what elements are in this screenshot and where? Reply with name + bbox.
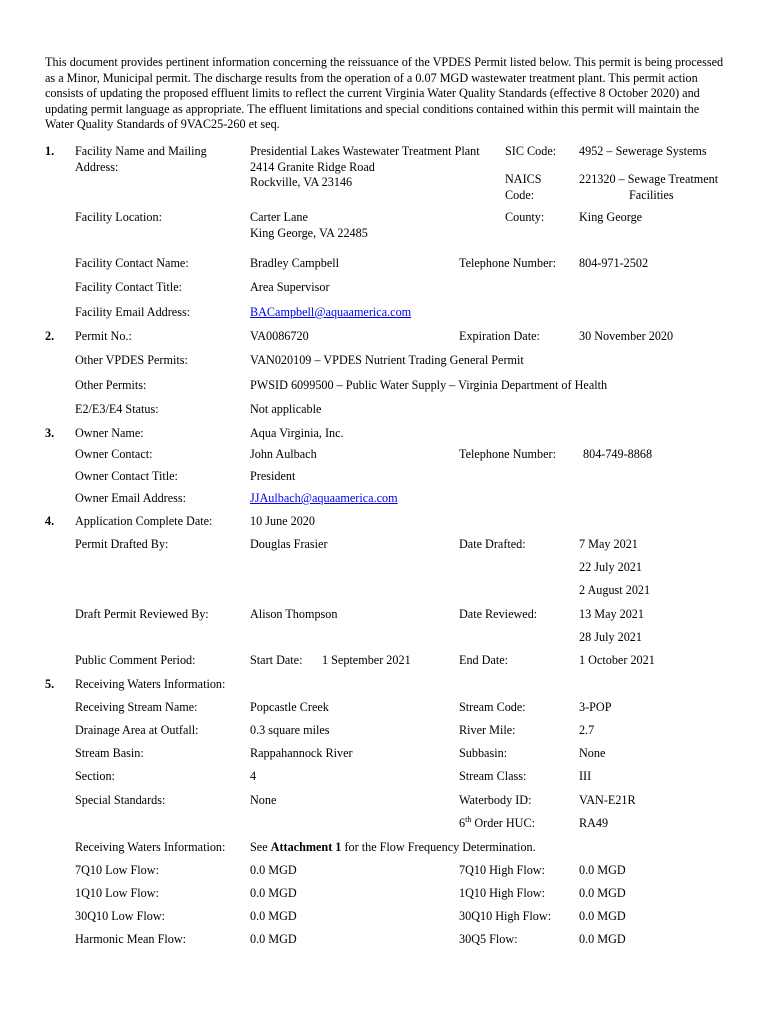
flow-label-5: 30Q10 Low Flow: [75,909,166,923]
huc-value: RA49 [579,816,609,830]
other-permits-value: PWSID 6099500 – Public Water Supply – Virginia Department of Health [250,378,608,392]
river-mile-label: River Mile: [459,723,516,737]
flow-value-1: 0.0 MGD [250,863,297,877]
date-drafted-1: 7 May 2021 [579,537,638,551]
owner-contact-value: John Aulbach [250,447,317,461]
facility-street: 2414 Granite Ridge Road [250,159,375,174]
facility-location-line2: King George, VA 22485 [250,225,368,240]
end-date-value: 1 October 2021 [579,653,655,667]
rwi-label: Receiving Waters Information: [75,840,226,854]
owner-contact-label: Owner Contact: [75,447,153,461]
flow-label-3: 1Q10 Low Flow: [75,886,159,900]
facility-city: Rockville, VA 23146 [250,175,353,190]
facility-location [250,210,368,241]
huc-label-suffix: th [465,814,472,824]
owner-title-label: Owner Contact Title: [75,469,178,483]
owner-name-label: Owner Name: [75,426,144,440]
end-date-label: End Date: [459,653,509,667]
flow-label-8: 30Q5 Flow: [459,932,518,946]
e-status-label: E2/E3/E4 Status: [75,402,159,416]
rwi-note-post: for the Flow Frequency Determination. [341,840,536,854]
rwi-note [250,840,536,856]
facility-title-label: Facility Contact Title: [75,280,182,294]
section-number-2: 2. [45,329,55,343]
app-complete-label: Application Complete Date: [75,514,213,528]
naics-code-value [579,172,718,203]
section-value: 4 [250,769,257,783]
date-reviewed-1: 13 May 2021 [579,607,644,621]
special-standards-label: Special Standards: [75,793,166,807]
stream-name-label: Receiving Stream Name: [75,700,198,714]
facility-email-link[interactable]: BACampbell@aquaamerica.com [250,305,412,319]
naics-label-line2: Code: [505,187,535,202]
permit-no-label: Permit No.: [75,329,132,343]
date-reviewed-label: Date Reviewed: [459,607,538,621]
facility-name: Presidential Lakes Wastewater Treatment Plant [250,144,480,158]
county-label: County: [505,210,545,224]
huc-label [459,816,535,832]
stream-code-label: Stream Code: [459,700,526,714]
drainage-area-value: 0.3 square miles [250,723,330,737]
section-number-5: 5. [45,677,55,691]
flow-value-4: 0.0 MGD [579,886,626,900]
waterbody-id-label: Waterbody ID: [459,793,532,807]
huc-label-text: Order HUC: [471,816,535,830]
flow-value-6: 0.0 MGD [579,909,626,923]
naics-value-line2: Facilities [629,187,674,202]
date-drafted-2: 22 July 2021 [579,560,642,574]
subbasin-value: None [579,746,606,760]
comment-period-label: Public Comment Period: [75,653,196,667]
flow-value-5: 0.0 MGD [250,909,297,923]
facility-name-label [75,144,207,175]
other-vpdes-label: Other VPDES Permits: [75,353,188,367]
county-value: King George [579,210,643,224]
sic-code-label: SIC Code: [505,144,557,158]
drafted-by-value: Douglas Frasier [250,537,328,551]
flow-value-7: 0.0 MGD [250,932,297,946]
naics-code-label [505,172,542,203]
facility-name-label-line2: Address: [75,159,119,174]
special-standards-value: None [250,793,277,807]
owner-phone-label: Telephone Number: [459,447,556,461]
expiration-value: 30 November 2020 [579,329,674,343]
flow-label-6: 30Q10 High Flow: [459,909,552,923]
date-reviewed-2: 28 July 2021 [579,630,642,644]
other-vpdes-value: VAN020109 – VPDES Nutrient Trading General Permit [250,353,524,367]
flow-value-8: 0.0 MGD [579,932,626,946]
facility-contact-label: Facility Contact Name: [75,256,189,270]
huc-label-number: 6 [459,816,466,830]
drafted-by-label: Permit Drafted By: [75,537,169,551]
waterbody-id-value: VAN-E21R [579,793,636,807]
attachment-reference: Attachment 1 [270,840,342,854]
rwi-note-pre: See [250,840,271,854]
flow-label-2: 7Q10 High Flow: [459,863,545,877]
subbasin-label: Subbasin: [459,746,508,760]
section-label: Section: [75,769,115,783]
flow-label-4: 1Q10 High Flow: [459,886,545,900]
naics-value-line1: 221320 – Sewage Treatment [579,172,719,186]
stream-name-value: Popcastle Creek [250,700,329,714]
facility-title-value: Area Supervisor [250,280,330,294]
date-drafted-3: 2 August 2021 [579,583,651,597]
facility-phone-label: Telephone Number: [459,256,556,270]
start-date-value: 1 September 2021 [322,653,411,667]
owner-title-value: President [250,469,296,483]
owner-email-label: Owner Email Address: [75,491,187,505]
river-mile-value: 2.7 [579,723,595,737]
drainage-area-label: Drainage Area at Outfall: [75,723,199,737]
facility-email-label: Facility Email Address: [75,305,191,319]
flow-label-7: Harmonic Mean Flow: [75,932,187,946]
date-drafted-label: Date Drafted: [459,537,526,551]
sic-code-value: 4952 – Sewerage Systems [579,144,707,158]
e-status-value: Not applicable [250,402,322,416]
facility-name-address [250,144,480,191]
facility-contact-value: Bradley Campbell [250,256,340,270]
stream-basin-label: Stream Basin: [75,746,144,760]
reviewed-by-value: Alison Thompson [250,607,338,621]
section-number-1: 1. [45,144,55,158]
stream-basin-value: Rappahannock River [250,746,353,760]
stream-class-label: Stream Class: [459,769,527,783]
flow-label-1: 7Q10 Low Flow: [75,863,159,877]
start-date-label: Start Date: [250,653,303,667]
section-number-3: 3. [45,426,55,440]
flow-value-2: 0.0 MGD [579,863,626,877]
facility-location-label: Facility Location: [75,210,162,224]
flow-value-3: 0.0 MGD [250,886,297,900]
owner-email-link[interactable]: JJAulbach@aquaamerica.com [250,491,398,505]
stream-class-value: III [579,769,592,783]
owner-name-value: Aqua Virginia, Inc. [250,426,344,440]
other-permits-label: Other Permits: [75,378,147,392]
intro-paragraph: This document provides pertinent information concerning the reissuance of the VPDES Permit listed below. This permit is being processed as a Minor, Municipal permit. The discharge results from the operation of a 0.07 MGD wastewater treatment plant. This permit action consists of updating the proposed effluent limits to reflect the current Virginia Water Quality Standards (effective 8 October 2020) and updating permit language as appropriate. The effluent limitations and special conditions contained within this permit will maintain the Water Quality Standards of 9VAC25-260 et seq. [45,55,724,132]
app-complete-value: 10 June 2020 [250,514,315,528]
permit-no-value: VA0086720 [250,329,309,343]
naics-label-line1: NAICS [505,172,542,186]
expiration-label: Expiration Date: [459,329,540,343]
stream-code-value: 3-POP [579,700,612,714]
facility-location-line1: Carter Lane [250,210,308,224]
facility-name-label-line1: Facility Name and Mailing [75,144,207,158]
facility-phone-value: 804-971-2502 [579,256,649,270]
section-number-4: 4. [45,514,55,528]
receiving-waters-heading: Receiving Waters Information: [75,677,226,691]
owner-phone-value: 804-749-8868 [583,447,653,461]
reviewed-by-label: Draft Permit Reviewed By: [75,607,209,621]
